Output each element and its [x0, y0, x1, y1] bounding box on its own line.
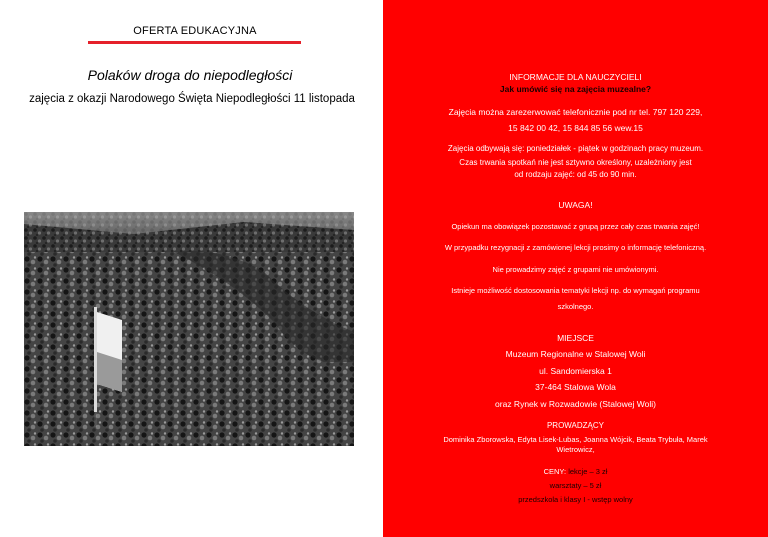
offer-underline [88, 41, 301, 44]
place-street: ul. Sandomierska 1 [539, 366, 612, 376]
prices-workshops: warsztaty – 5 zł [549, 481, 602, 490]
schedule-line3: od rodzaju zajęć: od 45 do 90 min. [514, 170, 637, 179]
booking-phones-line1: Zajęcia można zarezerwować telefonicznie pod nr tel. 797 120 229, [448, 107, 703, 117]
prices-label: CENY: [543, 467, 567, 476]
crowd-photo-image [24, 212, 354, 446]
page-subtitle: zajęcia z okazji Narodowego Święta Niepodległości 11 listopada [29, 93, 355, 105]
place-postal: 37-464 Stalowa Wola [535, 382, 616, 392]
prices-row [383, 467, 768, 476]
offer-label: OFERTA EDUKACYJNA [133, 25, 257, 37]
left-panel [0, 0, 383, 537]
warning-heading: UWAGA! [558, 200, 593, 210]
place-second-venue: oraz Rynek w Rozwadowie (Stalowej Woli) [495, 399, 656, 409]
hosts-heading: PROWADZĄCY [546, 421, 605, 430]
historical-crowd-photo [24, 212, 354, 446]
booking-question: Jak umówić się na zajęcia muzealne? [499, 84, 652, 94]
prices-lessons: lekcje – 3 zł [568, 467, 608, 476]
teachers-heading: INFORMACJE DLA NAUCZYCIELI [509, 72, 642, 82]
prices-preschool: przedszkola i klasy I - wstęp wolny [518, 495, 633, 504]
place-heading: MIEJSCE [557, 333, 594, 343]
warning-stay-with-group: Opiekun ma obowiązek pozostawać z grupą przez cały czas trwania zajęć! [451, 222, 700, 231]
warning-no-unbooked: Nie prowadzimy zajęć z grupami nie umówionymi. [492, 265, 659, 274]
schedule-line2: Czas trwania spotkań nie jest sztywno określony, uzależniony jest [459, 158, 692, 167]
warning-cancellation: W przypadku rezygnacji z zamówionej lekcji prosimy o informację telefoniczną. [444, 243, 707, 252]
schedule-line1: Zajęcia odbywają się: poniedziałek - piątek w godzinach pracy muzeum. [447, 144, 704, 153]
place-museum-name: Muzeum Regionalne w Stalowej Woli [505, 349, 646, 359]
hosts-names-line2: Wietrowicz, [556, 445, 595, 454]
booking-phones-line2: 15 842 00 42, 15 844 85 56 wew.15 [508, 123, 643, 133]
right-panel [383, 0, 768, 537]
hosts-names-line1: Dominika Zborowska, Edyta Lisek-Lubas, Joanna Wójcik, Beata Trybuła, Marek [443, 435, 708, 444]
warning-adjust-topic: Istnieje możliwość dostosowania tematyki lekcji np. do wymagań programu [451, 286, 700, 295]
page-title: Polaków droga do niepodległości [87, 67, 293, 83]
warning-adjust-topic-cont: szkolnego. [557, 302, 594, 311]
